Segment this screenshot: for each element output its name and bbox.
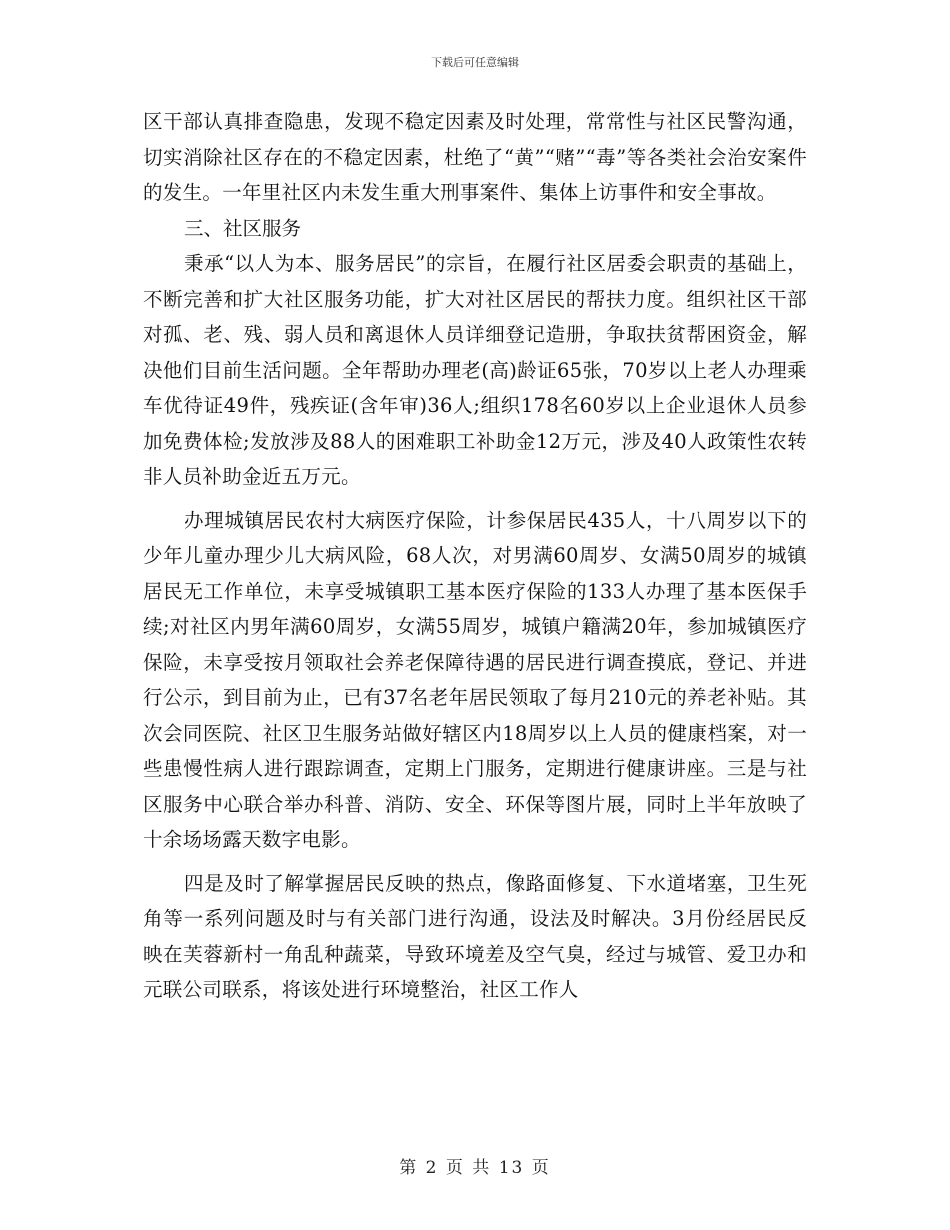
document-body [143, 104, 807, 1008]
paragraph-service-purpose: 秉承“以人为本、服务居民”的宗旨，在履行社区居委会职责的基础上，不断完善和扩大社区服务功能，扩大对社区居民的帮扶力度。组织社区干部对孤、老、残、弱人员和离退休人员详细登记造册，争取扶贫帮困资金，解决他们目前生活问题。全年帮助办理老(高)龄证65张，70岁以上老人办理乘车优待证49件，残疾证(含年审)36人;组织178名60岁以上企业退休人员参加免费体检;发放涉及88人的困难职工补助金12万元，涉及40人政策性农转非人员补助金近五万元。 [143, 252, 807, 488]
page-header: 下载后可任意编辑 [431, 56, 519, 69]
page-number-footer: 第 2 页 共 13 页 [399, 1158, 551, 1178]
paragraph-resident-issues: 四是及时了解掌握居民反映的热点，像路面修复、下水道堵塞，卫生死角等一系列问题及时与有关部门进行沟通，设法及时解决。3月份经居民反映在芙蓉新村一角乱种蔬菜，导致环境差及空气臭，经过与城管、爱卫办和元联公司联系，将该处进行环境整治，社区工作人 [143, 871, 807, 1001]
section-heading-community-service: 三、社区服务 [184, 216, 302, 240]
paragraph-continuation: 区干部认真排查隐患，发现不稳定因素及时处理，常常性与社区民警沟通，切实消除社区存在的不稳定因素，杜绝了“黄”“赌”“毒”等各类社会治安案件的发生。一年里社区内未发生重大刑事案件、集体上访事件和安全事故。 [143, 110, 807, 204]
paragraph-medical-insurance: 办理城镇居民农村大病医疗保险，计参保居民435人，十八周岁以下的少年儿童办理少儿大病风险，68人次，对男满60周岁、女满50周岁的城镇居民无工作单位，未享受城镇职工基本医疗保险的133人办理了基本医保手续;对社区内男年满60周岁，女满55周岁，城镇户籍满20年，参加城镇医疗保险，未享受按月领取社会养老保障待遇的居民进行调查摸底，登记、并进行公示，到目前为止，已有37名老年居民领取了每月210元的养老补贴。其次会同医院、社区卫生服务站做好辖区内18周岁以上人员的健康档案，对一些患慢性病人进行跟踪调查，定期上门服务，定期进行健康讲座。三是与社区服务中心联合举办科普、消防、安全、环保等图片展，同时上半年放映了十余场场露天数字电影。 [143, 508, 807, 851]
